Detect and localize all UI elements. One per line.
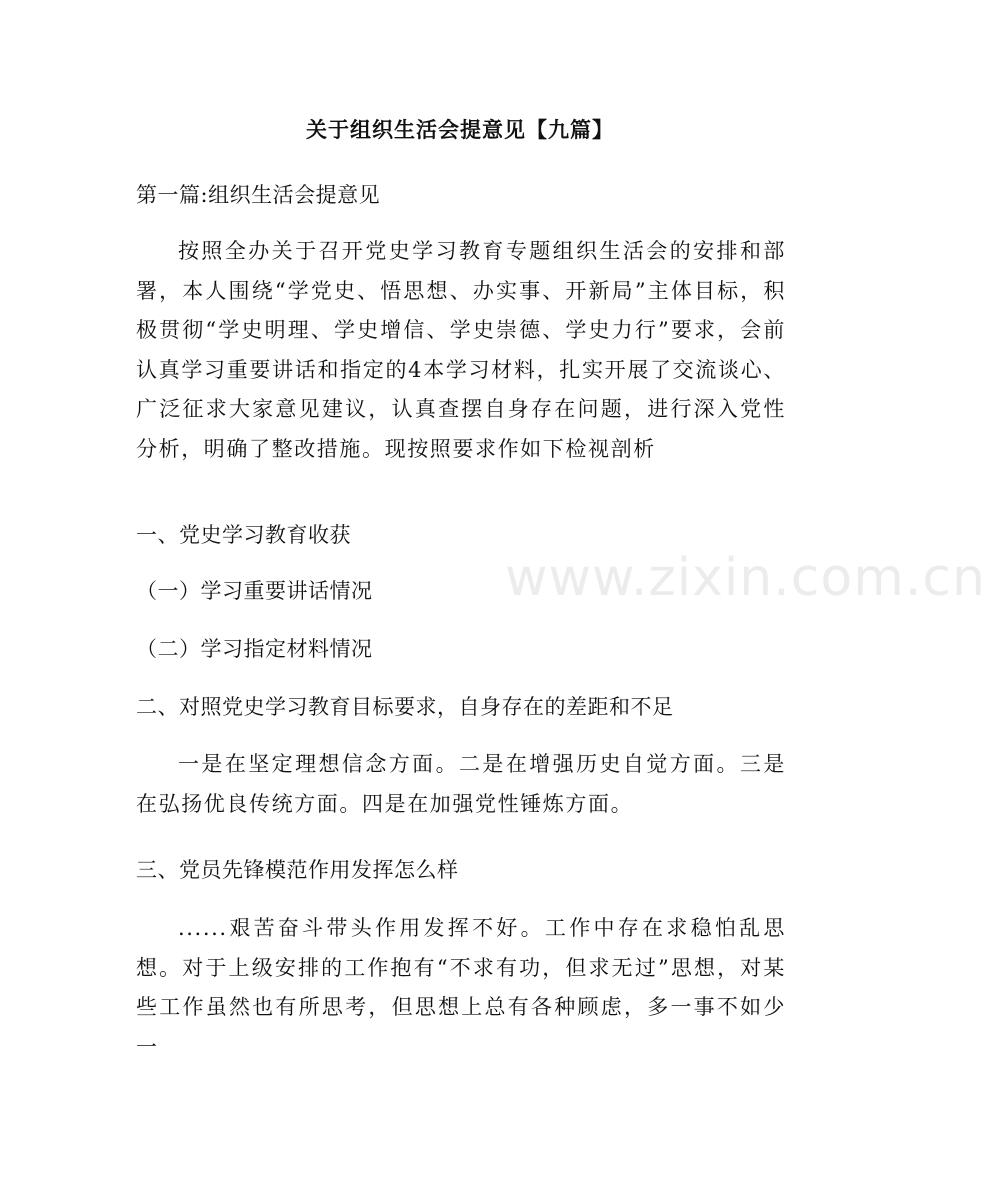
section-heading-gaps: 二、对照党史学习教育目标要求，自身存在的差距和不足 — [136, 695, 674, 719]
section-heading-1: 第一篇:组织生活会提意见 — [136, 183, 381, 207]
section-heading-harvest: 一、党史学习教育收获 — [136, 523, 351, 547]
document-title: 关于组织生活会提意见【九篇】 — [306, 118, 614, 142]
watermark: www.zixin.com.cn — [505, 548, 986, 608]
vanguard-paragraph: ......艰苦奋斗带头作用发挥不好。工作中存在求稳怕乱思想。对于上级安排的工作抱有“不求有功，但求无过”思想，对某些工作虽然也有所思考，但思想上总有各种顾虑，多一事不如少一 — [136, 916, 786, 1059]
gaps-paragraph: 一是在坚定理想信念方面。二是在增强历史自觉方面。三是在弘扬优良传统方面。四是在加强党性锤炼方面。 — [136, 752, 786, 816]
subheading-speech: （一）学习重要讲话情况 — [136, 579, 373, 603]
subheading-materials: （二）学习指定材料情况 — [136, 637, 373, 661]
intro-paragraph: 按照全办关于召开党史学习教育专题组织生活会的安排和部署，本人围绕“学党史、悟思想、办实事、开新局”主体目标，积极贯彻“学史明理、学史增信、学史崇德、学史力行”要求，会前认真学习重要讲话和指定的4本学习材料，扎实开展了交流谈心、广泛征求大家意见建议，认真查摆自身存在问题，进行深入党性分析，明确了整改措施。现按照要求作如下检视剖析 — [136, 239, 786, 461]
section-heading-vanguard: 三、党员先锋模范作用发挥怎么样 — [136, 858, 459, 882]
